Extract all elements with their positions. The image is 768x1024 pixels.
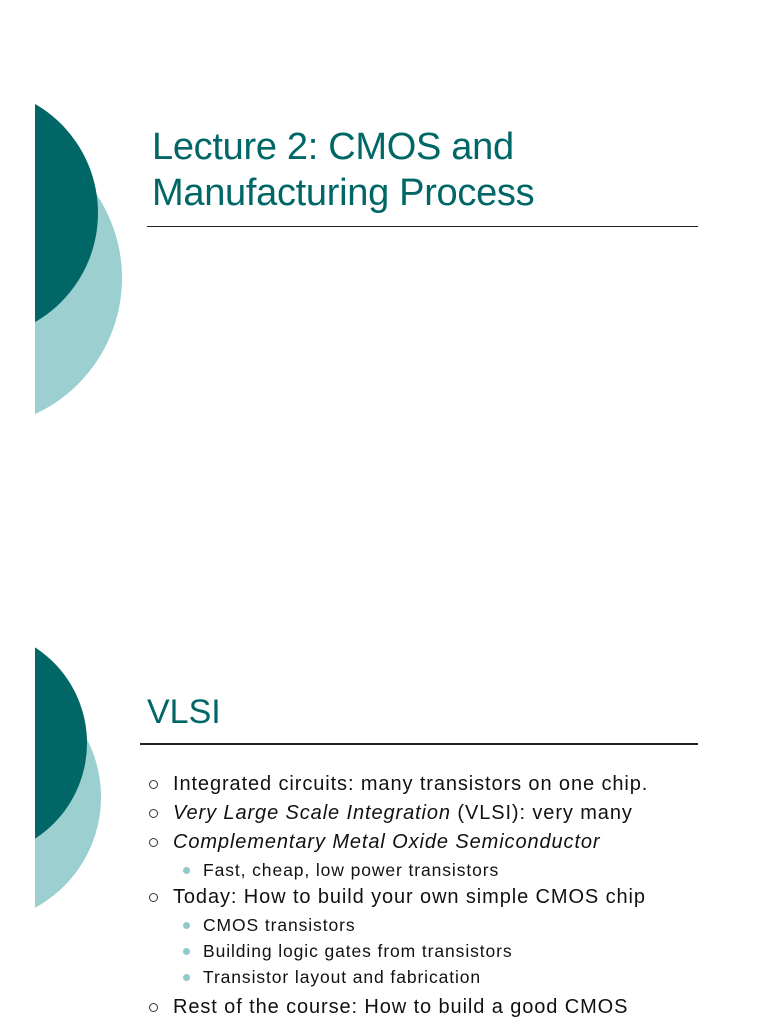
bullet-text: (VLSI): very many — [450, 802, 633, 824]
sub-bullet-text: Fast, cheap, low power transistors — [203, 860, 500, 880]
hollow-circle-bullet-icon — [149, 838, 158, 847]
sub-bullet-text: Building logic gates from transistors — [203, 941, 513, 961]
sub-bullet-text: Transistor layout and fabrication — [203, 967, 482, 987]
bullet-item — [148, 770, 748, 799]
hollow-circle-bullet-icon — [149, 809, 158, 818]
decorative-circles — [0, 0, 140, 430]
hollow-circle-bullet-icon — [149, 893, 158, 902]
sub-bullet-item — [148, 857, 748, 883]
filled-circle-bullet-icon — [183, 867, 190, 874]
bullet-item — [148, 799, 748, 828]
bullet-item — [148, 883, 748, 912]
slide-2 — [0, 560, 768, 1024]
sub-bullet-item — [148, 912, 748, 938]
slide-title: VLSI — [147, 693, 221, 731]
filled-circle-bullet-icon — [183, 922, 190, 929]
hollow-circle-bullet-icon — [149, 1003, 158, 1012]
decorative-circles — [0, 560, 140, 920]
hollow-circle-bullet-icon — [149, 780, 158, 789]
title-divider — [140, 743, 698, 745]
bullet-text: Rest of the course: How to build a good CMOS — [173, 996, 629, 1018]
slide-title — [152, 124, 534, 216]
bullet-text-italic: Very Large Scale Integration — [173, 802, 451, 824]
filled-circle-bullet-icon — [183, 948, 190, 955]
bullet-text-italic: Complementary Metal Oxide Semiconductor — [173, 831, 601, 853]
sub-bullet-item — [148, 964, 748, 990]
bullet-item — [148, 828, 748, 857]
bullet-text: Integrated circuits: many transistors on one chip. — [173, 773, 649, 795]
sub-bullet-item — [148, 938, 748, 964]
sub-bullet-text: CMOS transistors — [203, 915, 356, 935]
title-divider — [147, 226, 698, 227]
filled-circle-bullet-icon — [183, 974, 190, 981]
bullet-item — [148, 993, 748, 1022]
slide-title-line-2: Manufacturing Process — [152, 172, 535, 214]
bullet-text: Today: How to build your own simple CMOS chip — [173, 886, 646, 908]
slide-title-line-1: Lecture 2: CMOS and — [152, 126, 514, 168]
bullet-list — [148, 770, 748, 1022]
